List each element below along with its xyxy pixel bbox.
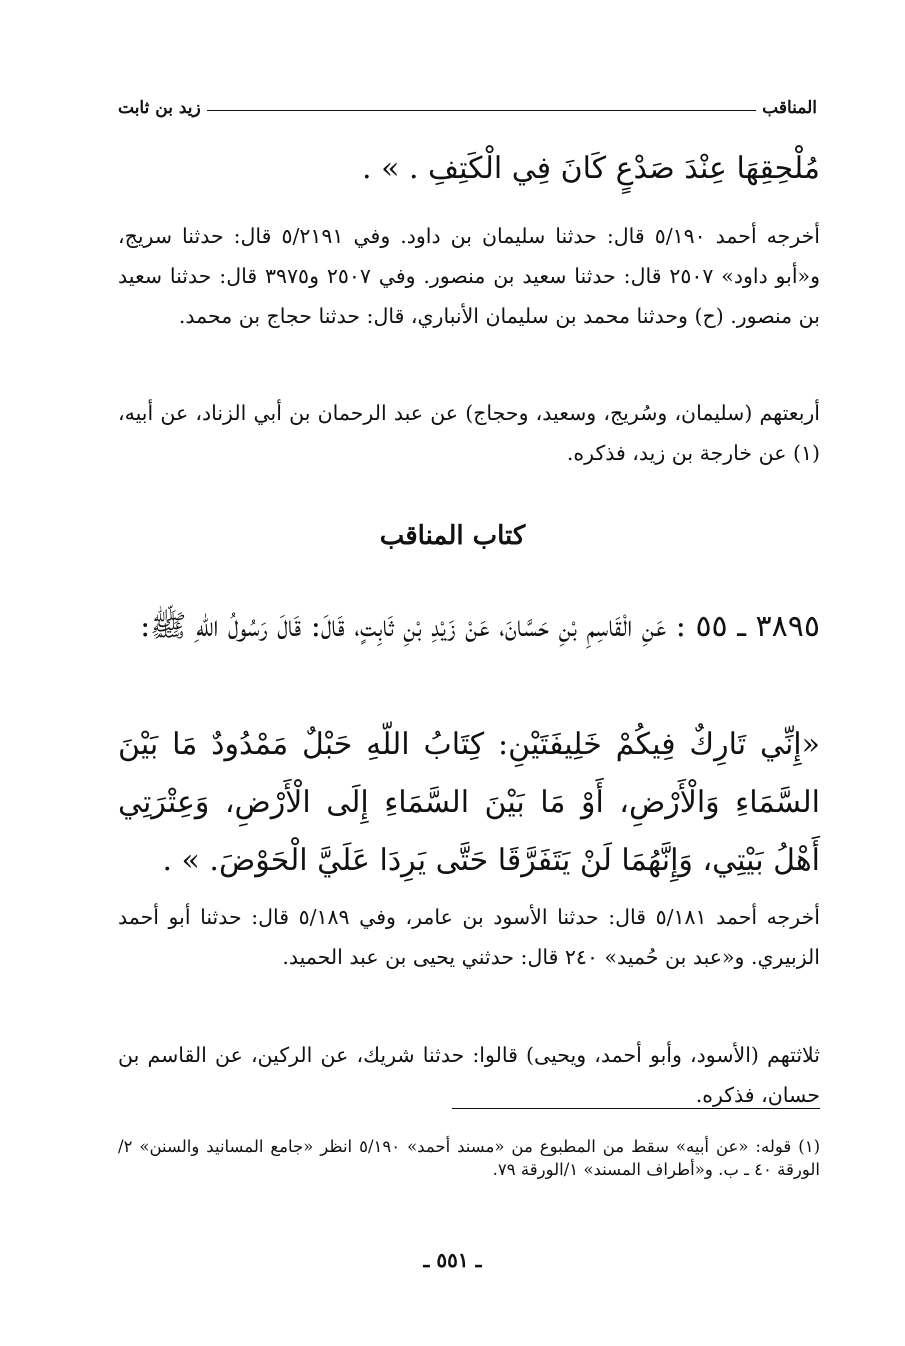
page-number: ـ ٥٥١ ـ xyxy=(423,1248,482,1272)
takhrij-paragraph-4: ثلاثتهم (الأسود، وأبو أحمد، ويحيى) قالوا: حدثنا شريك، عن الركين، عن القاسم بن حسان، فذكره. xyxy=(118,1043,820,1107)
header-chapter: المناقب xyxy=(762,98,817,118)
hadith-intro: ٣٨٩٥ ـ ٥٥ : عَنِ الْقَاسِمِ بْنِ حَسَّانَ، عَنْ زَيْدِ بْنِ ثَابِتٍ، قَالَ: قَالَ رَسُولُ اللّهِ ﷺ: xyxy=(140,609,820,644)
hadith-continuation: مُلْحِقِهَا عِنْدَ صَدْعٍ كَانَ فِي الْكَتِفِ . » . xyxy=(362,151,820,186)
footnote: (١) قوله: «عن أبيه» سقط من المطبوع من «مسند أحمد» ٥/١٩٠ انظر «جامع المسانيد والسنن» ٢/الورقة ٤٠ ـ ب. و«أطراف المسند» ١/الورقة ٧٩. xyxy=(118,1137,820,1179)
section-title: كتاب المناقب xyxy=(379,521,526,551)
hadith-text: «إِنِّي تَارِكٌ فِيكُمْ خَلِيفَتَيْنِ: كِتَابُ اللّهِ حَبْلٌ مَمْدُودٌ مَا بَيْنَ السَّمَاءِ وَالْأَرْضِ، أَوْ مَا بَيْنَ السَّمَاءِ إِلَى الْأَرْضِ، وَعِتْرَتِي أَهْلُ بَيْتِي، وَإِنَّهُمَا لَنْ يَتَفَرَّقَا حَتَّى يَرِدَا عَلَيَّ الْحَوْضَ. » . xyxy=(118,727,820,878)
footnote-rule xyxy=(452,1108,820,1109)
header-rule xyxy=(207,110,756,111)
running-header xyxy=(118,84,817,118)
takhrij-paragraph-1: أخرجه أحمد ٥/١٩٠ قال: حدثنا سليمان بن داود. وفي ٥/٢١٩١ قال: حدثنا سريج، و«أبو داود» ٢٥٠٧ قال: حدثنا سعيد بن منصور. وفي ٢٥٠٧ و٣٩٧٥ قال: حدثنا سعيد بن منصور. (ح) وحدثنا محمد بن سليمان الأنباري، قال: حدثنا حجاج بن محمد. xyxy=(118,224,820,328)
header-title: زيد بن ثابت xyxy=(118,98,201,118)
takhrij-paragraph-3: أخرجه أحمد ٥/١٨١ قال: حدثنا الأسود بن عامر، وفي ٥/١٨٩ قال: حدثنا أبو أحمد الزبيري. و«عبد بن حُميد» ٢٤٠ قال: حدثني يحيى بن عبد الحميد. xyxy=(118,905,820,969)
takhrij-paragraph-2: أربعتهم (سليمان، وسُريج، وسعيد، وحجاج) عن عبد الرحمان بن أبي الزناد، عن أبيه،(١) عن خارجة بن زيد، فذكره. xyxy=(118,401,820,465)
